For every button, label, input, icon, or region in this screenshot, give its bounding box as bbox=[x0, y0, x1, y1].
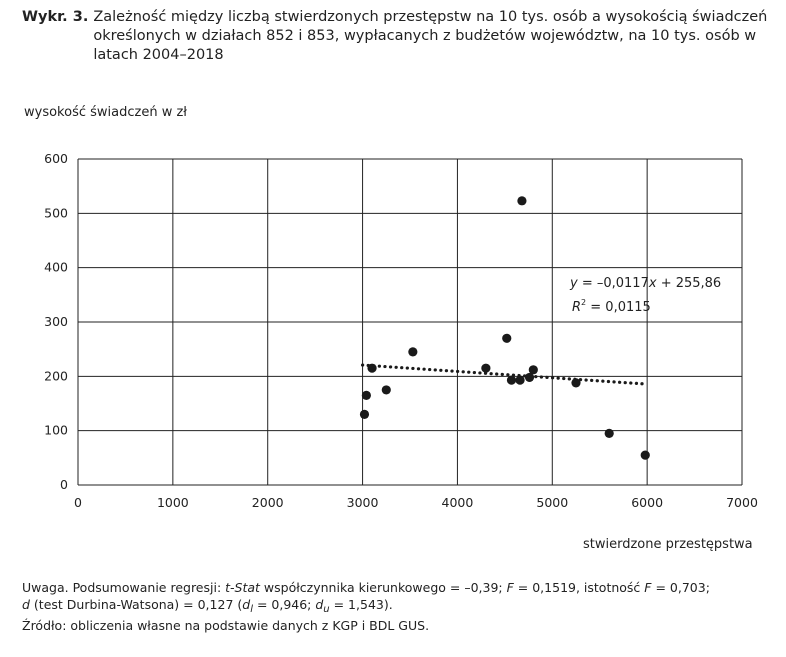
trendline bbox=[363, 365, 648, 384]
data-point bbox=[502, 334, 511, 343]
data-point bbox=[481, 364, 490, 373]
x-tick-label: 0 bbox=[74, 495, 82, 510]
y-tick-label: 100 bbox=[44, 422, 68, 438]
data-point bbox=[507, 376, 516, 385]
data-point bbox=[362, 391, 371, 400]
note-text: = 0,946; bbox=[252, 596, 316, 612]
data-point bbox=[571, 378, 580, 387]
x-tick-label: 6000 bbox=[631, 495, 664, 510]
chart-title-text: Zależność między liczbą stwierdzonych przestępstw na 10 tys. osób a wysokością świadczeń określonych w działach 852 i 853, wypłacanych z budżetów województw, na 10 tys. osób w latach 2004–2018 bbox=[93, 9, 768, 63]
note-tstat: t-Stat bbox=[225, 580, 260, 595]
note-text: = 0,703; bbox=[651, 580, 710, 595]
note-f: F bbox=[506, 580, 514, 595]
note-line-1 bbox=[22, 580, 782, 597]
data-point bbox=[641, 451, 650, 460]
y-tick-label: 500 bbox=[44, 205, 68, 221]
y-tick-label: 300 bbox=[44, 314, 68, 329]
note-dl-sub: l bbox=[250, 603, 253, 615]
note-text: współczynnika kierunkowego = –0,39; bbox=[259, 580, 507, 595]
x-tick-label: 5000 bbox=[536, 495, 569, 510]
data-point bbox=[529, 365, 538, 374]
data-point bbox=[360, 410, 369, 419]
note-text: = 0,1519, istotność bbox=[513, 580, 645, 595]
source-line: Źródło: obliczenia własne na podstawie danych z KGP i BDL GUS. bbox=[22, 618, 430, 633]
note-text: = 1,543). bbox=[329, 596, 393, 612]
trendline-equation: y = –0,0117x + 255,86 bbox=[570, 276, 722, 291]
y-tick-label: 600 bbox=[44, 151, 68, 166]
x-tick-label: 3000 bbox=[346, 495, 379, 510]
y-tick-label: 0 bbox=[60, 477, 68, 492]
x-tick-label: 1000 bbox=[156, 495, 189, 510]
note-line-2 bbox=[22, 597, 782, 619]
data-point bbox=[408, 347, 417, 356]
x-axis-label: stwierdzone przestępstwa bbox=[583, 537, 753, 552]
note-du: d bbox=[315, 596, 324, 612]
x-tick-label: 7000 bbox=[726, 495, 758, 510]
data-point bbox=[605, 429, 614, 438]
note-text: Uwaga. Podsumowanie regresji: bbox=[22, 580, 226, 595]
r-squared-label: $R^2 = 0,0115$ bbox=[572, 298, 651, 315]
data-point bbox=[517, 196, 526, 205]
y-tick-label: 200 bbox=[44, 368, 68, 384]
x-tick-label: 2000 bbox=[251, 495, 284, 510]
data-point bbox=[367, 364, 376, 373]
note-text: (test Durbina-Watsona) = 0,127 ( bbox=[29, 596, 243, 612]
data-point bbox=[382, 385, 391, 394]
note-d: d bbox=[22, 596, 30, 612]
note-f: F bbox=[644, 580, 652, 595]
note-dl: d bbox=[242, 596, 251, 612]
y-axis-label: wysokość świadczeń w zł bbox=[24, 105, 187, 120]
data-point bbox=[515, 376, 524, 385]
note-du-sub: u bbox=[323, 603, 330, 615]
chart-notes bbox=[22, 580, 782, 635]
x-tick-label: 4000 bbox=[441, 495, 474, 510]
y-tick-label: 400 bbox=[44, 259, 68, 275]
chart-title-lead: Wykr. 3. bbox=[22, 9, 89, 25]
